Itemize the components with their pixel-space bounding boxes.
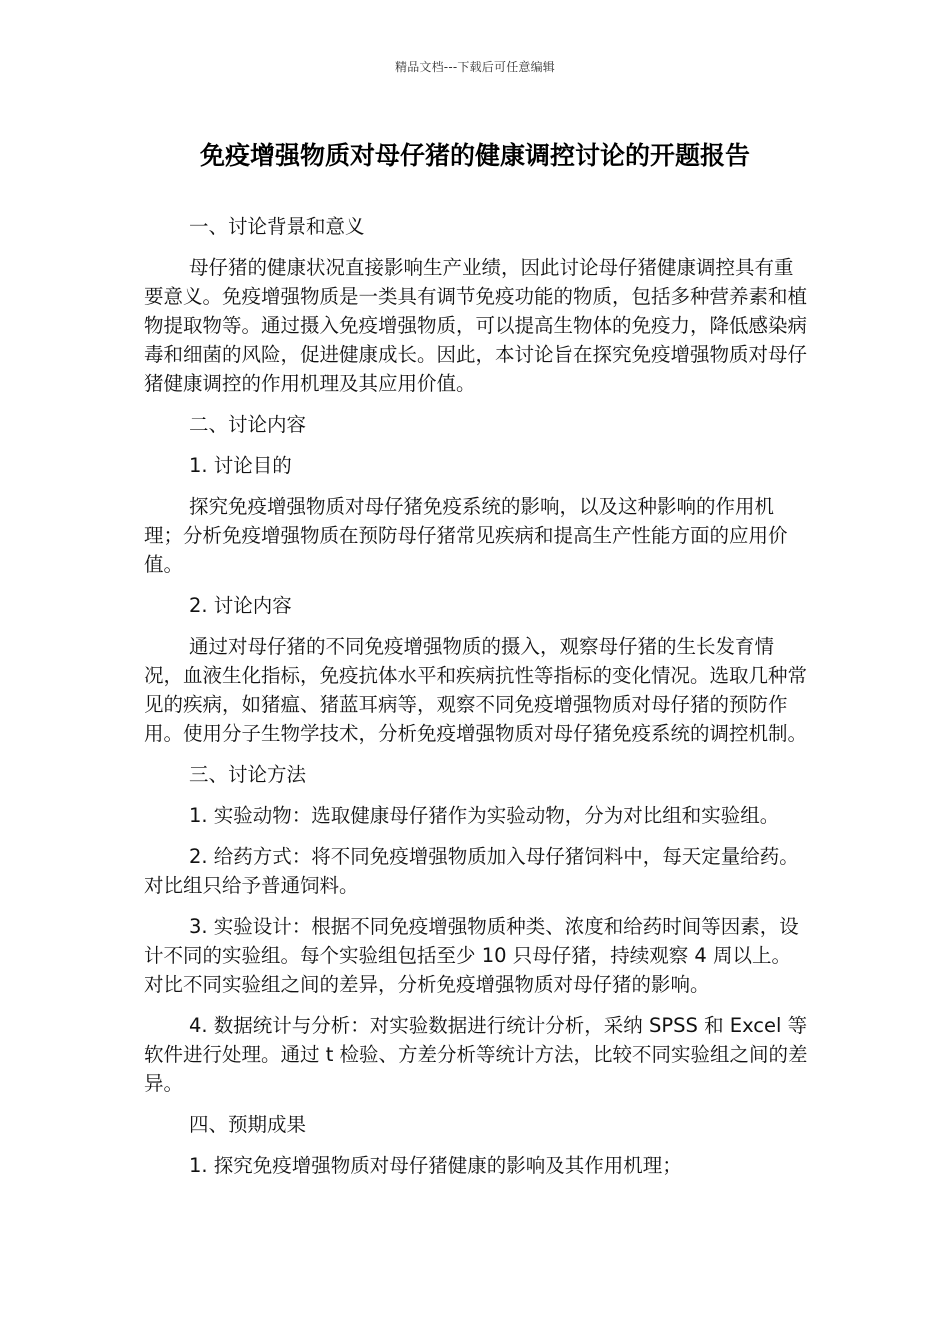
paragraph-purpose: 探究免疫增强物质对母仔猪免疫系统的影响，以及这种影响的作用机理；分析免疫增强物质在预防母仔猪常见疾病和提高生产性能方面的应用价值。	[144, 495, 788, 576]
document-body	[144, 212, 808, 1192]
section-heading-methods: 三、讨论方法	[189, 763, 307, 786]
section-heading-outcomes: 四、预期成果	[189, 1113, 307, 1136]
paragraph-content: 通过对母仔猪的不同免疫增强物质的摄入，观察母仔猪的生长发育情况，血液生化指标，免疫抗体水平和疾病抗性等指标的变化情况。选取几种常见的疾病，如猪瘟、猪蓝耳病等，观察不同免疫增强物质对母仔猪的预防作用。使用分子生物学技术，分析免疫增强物质对母仔猪免疫系统的调控机制。	[144, 635, 808, 745]
subheading-purpose: 1. 讨论目的	[189, 454, 292, 477]
section-heading-content: 二、讨论内容	[189, 413, 307, 436]
method-item-dosing: 2. 给药方式：将不同免疫增强物质加入母仔猪饲料中，每天定量给药。对比组只给予普通饲料。	[144, 845, 799, 897]
paragraph-background: 母仔猪的健康状况直接影响生产业绩，因此讨论母仔猪健康调控具有重要意义。免疫增强物质是一类具有调节免疫功能的物质，包括多种营养素和植物提取物等。通过摄入免疫增强物质，可以提高生物体的免疫力，降低感染病毒和细菌的风险，促进健康成长。因此，本讨论旨在探究免疫增强物质对母仔猪健康调控的作用机理及其应用价值。	[144, 256, 808, 395]
section-heading-background: 一、讨论背景和意义	[189, 215, 365, 238]
header-note: 精品文档---下载后可任意编辑	[395, 60, 555, 74]
method-item-animals: 1. 实验动物：选取健康母仔猪作为实验动物，分为对比组和实验组。	[189, 804, 780, 827]
outcome-item-1: 1. 探究免疫增强物质对母仔猪健康的影响及其作用机理；	[189, 1154, 682, 1177]
document-title: 免疫增强物质对母仔猪的健康调控讨论的开题报告	[199, 141, 750, 170]
subheading-content: 2. 讨论内容	[189, 594, 292, 617]
method-item-statistics: 4. 数据统计与分析：对实验数据进行统计分析，采纳 SPSS 和 Excel 等软件进行处理。通过 t 检验、方差分析等统计方法，比较不同实验组之间的差异。	[144, 1014, 808, 1095]
method-item-design: 3. 实验设计：根据不同免疫增强物质种类、浓度和给药时间等因素，设计不同的实验组。每个实验组包括至少 10 只母仔猪，持续观察 4 周以上。对比不同实验组之间的差异，分析免疫增强物质对母仔猪的影响。	[144, 915, 799, 996]
